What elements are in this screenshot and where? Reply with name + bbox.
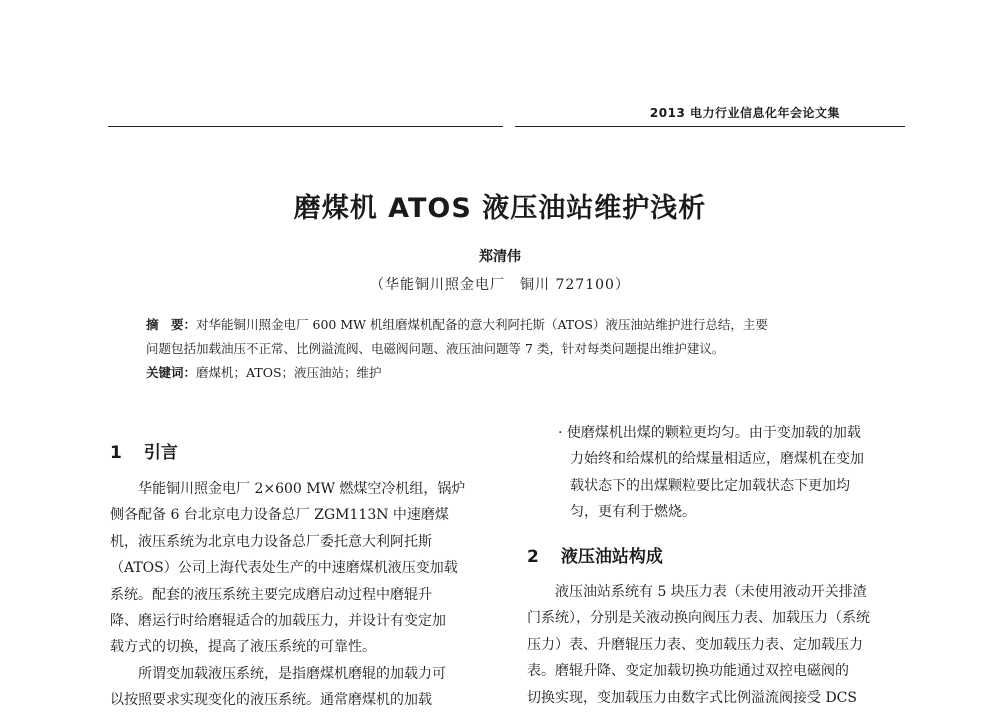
section-2-heading: 2 液压油站构成: [527, 547, 663, 567]
text-line: 门系统），分别是关液动换向阀压力表、加载压力（系统: [527, 610, 870, 627]
abstract-line-2: 问题包括加载油压不正常、比例溢流阀、电磁阀问题、液压油问题等 7 类，针对每类问题提出维护建议。: [146, 341, 725, 356]
bullet-paragraph: [558, 420, 908, 526]
text-line: 力始终和给煤机的给煤量相适应，磨煤机在变加: [570, 451, 864, 468]
text-line: · 使磨煤机出煤的颗粒更均匀。由于变加载的加载: [558, 425, 861, 441]
text-line: 载状态下的出煤颗粒要比定加载状态下更加均: [570, 477, 850, 494]
section-1-heading: 1 引言: [110, 443, 178, 463]
text-line: 所谓变加载液压系统，是指磨煤机磨辊的加载力可: [138, 665, 446, 682]
abstract-label: 摘 要：: [146, 317, 197, 332]
keywords-line: [146, 362, 866, 384]
text-line: 表。磨辊升降、变定加载切换功能通过双控电磁阀的: [527, 663, 849, 680]
header-rule-right: [515, 126, 905, 127]
text-line: （ATOS）公司上海代表处生产的中速磨煤机液压变加载: [110, 560, 458, 577]
abstract-line-1: 摘 要：对华能铜川照金电厂 600 MW 机组磨煤机配备的意大利阿托斯（ATOS）液压油站维护进行总结，主要: [146, 317, 768, 332]
author-name: 郑清伟: [479, 249, 521, 265]
text-line: 华能铜川照金电厂 2×600 MW 燃煤空冷机组，锅炉: [138, 481, 466, 497]
keywords-label: 关键词：: [146, 365, 197, 380]
text-line: 侧各配备 6 台北京电力设备总厂 ZGM113N 中速磨煤: [110, 507, 449, 524]
text-line: 降、磨运行时给磨辊适合的加载压力，并设计有变定加: [110, 613, 446, 630]
text-line: 切换实现，变加载压力由数字式比例溢流阀接受 DCS: [527, 689, 857, 706]
section-1-body: [110, 476, 495, 714]
affiliation: （华能铜川照金电厂 铜川 727100）: [370, 277, 630, 293]
text-line: 载方式的切换，提高了液压系统的可靠性。: [110, 639, 376, 656]
running-header: 2013 电力行业信息化年会论文集: [649, 106, 840, 120]
text-line: 机，液压系统为北京电力设备总厂委托意大利阿托斯: [110, 533, 432, 550]
section-2-body: [527, 579, 912, 711]
text-line: 液压油站系统有 5 块压力表（未使用液动开关排渣: [555, 584, 867, 600]
text-line: 系统。配套的液压系统主要完成磨启动过程中磨辊升: [110, 586, 432, 603]
paper-title: 磨煤机 ATOS 液压油站维护浅析: [293, 193, 707, 224]
header-rule-left: [108, 126, 503, 127]
text-line: 以按照要求实现变化的液压系统。通常磨煤机的加载: [110, 692, 432, 709]
keywords-text: 磨煤机；ATOS；液压油站；维护: [196, 365, 382, 380]
text-line: 压力）表、升磨辊压力表、变加载压力表、定加载压力: [527, 636, 863, 653]
text-line: 匀，更有利于燃烧。: [570, 504, 696, 521]
